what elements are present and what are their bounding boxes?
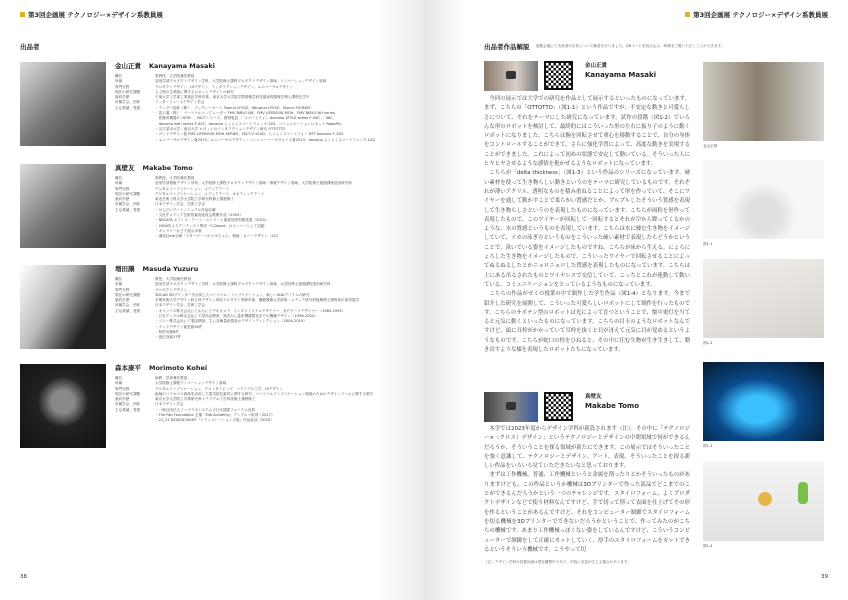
profile-row xyxy=(115,408,415,424)
field-value: 大学院修士課程イノベーションデザイン領域 xyxy=(155,381,227,386)
profile-row xyxy=(115,208,415,240)
name-en: Kanayama Masaki xyxy=(149,62,215,70)
name-ja: 増田譲 xyxy=(115,265,135,273)
figure-1-4 xyxy=(703,462,824,549)
field-value: 准教授、大学院兼任教員 xyxy=(155,74,195,78)
field-label: 所属学会、団体 xyxy=(115,303,141,308)
work-author-makabe xyxy=(585,393,639,411)
field-label: 最終学歴 xyxy=(115,95,130,100)
field-value: ・オリンパス株式会社にておもにビデオカメラ、インダストリアルデザイナー、またチーフデザイナー（1985-1995） ・日本アップル株式会社にて試作品開発、発売から量産機器製造までの機種デザイン（1996-2004） ・ソニー株式会社にて製品開発、主に各種量産製品のデザインディレクション（2004-2010） ・グッドデザイン賞受賞28件 ・特許出願8件 ・意匠登録17件 xyxy=(155,308,346,340)
field-value: 造形学部プロダクトデザイン学科、大学院修士課程プロダクトデザイン領域、イノベーションデザイン領域 xyxy=(155,79,327,84)
field-value: 教授、大学院兼任教員 xyxy=(155,277,191,281)
paragraph: 本学では2023年度からデザイン学科が新設されます（注）。その中に「テクノロジー×（クロス）デザイン」というテクノロジーとデザインの中間領域で何ができるんだろうか、そういうことを探る領域が新たにできます。この展示ではそういったことを強く意識して、テクノロジーとデザイン、アート、表現、そういったことを探る新しい作品をいろいろ見ていただきたいなと思っております。 xyxy=(484,426,690,470)
field-label: 現在の研究課題 xyxy=(115,391,141,396)
work-description-kanayama xyxy=(484,95,690,355)
field-value: デジタルファブリケーション、プロトタイピング、マテリアル工学、UIデザイン xyxy=(155,386,283,391)
field-label: 職位 xyxy=(115,376,123,380)
right-page xyxy=(424,0,848,600)
field-label: 専門分野 xyxy=(115,386,130,391)
field-label: 主な業績、受賞 xyxy=(115,207,141,212)
field-value: 准教授、大学院兼任教員 xyxy=(155,176,195,180)
profile-row xyxy=(115,309,415,341)
caption: 図1-1 xyxy=(703,242,713,246)
field-label: 最終学歴 xyxy=(115,298,130,303)
field-label: 職位 xyxy=(115,74,123,78)
profile xyxy=(115,61,415,143)
field-label: 所属 xyxy=(115,381,123,386)
field-value: デジタルファブリケーション、メディアアート xyxy=(155,186,230,191)
profile-row xyxy=(115,106,415,143)
field-label: 主な業績、受賞 xyxy=(115,105,141,110)
section-title: 出品者作品解説 xyxy=(484,43,530,51)
author-name-en: Kanayama Masaki xyxy=(585,71,657,79)
field-label: 所属学会、団体 xyxy=(115,100,141,105)
figure-1-3 xyxy=(703,362,824,449)
field-label: 職位 xyxy=(115,176,123,180)
qr-code-makabe xyxy=(544,392,573,421)
field-value: 人工物の生命感に関するロボットデザインの研究 xyxy=(155,89,234,94)
name-ja: 金山正貴 xyxy=(115,62,141,70)
field-value: 日本デザイン学会 xyxy=(155,402,184,407)
page-number: 38 xyxy=(20,574,27,580)
field-value: プロダクトデザイン、UIデザイン、インタラクションデザイン、ユニバーサルデザイン xyxy=(155,84,293,89)
section-title: 出品者 xyxy=(20,43,40,51)
portrait-makabe xyxy=(20,164,106,248)
field-value: 多摩美術大学デザイン科立体デザイン専攻プロダクト専修卒業、慶應義塾大学政策・メディア研究科後期博士課程単位取得退学 xyxy=(155,298,360,303)
video-thumbnail-kanayama[interactable] xyxy=(484,61,538,91)
field-value: 助教、学部兼任教員 xyxy=(155,376,188,380)
field-label: 現在の研究課題 xyxy=(115,292,141,297)
header-title: 第3回企画展 テクノロジー×デザイン系教員展 xyxy=(28,11,163,19)
field-value: デジタルファブリケーション、メディアアート、キネティックアート xyxy=(155,191,265,196)
name-en: Makabe Tomo xyxy=(142,164,193,172)
caption: 図1-4 xyxy=(703,544,713,548)
profile xyxy=(115,163,415,240)
field-label: 最終学歴 xyxy=(115,397,130,402)
field-label: 現在の研究課題 xyxy=(115,89,141,94)
field-label: 主な業績、受賞 xyxy=(115,407,141,412)
caption: 図1-2 xyxy=(703,341,713,345)
portrait-kanayama xyxy=(20,62,106,146)
portrait-masuda xyxy=(20,265,106,349)
header-title: 第3回企画展 テクノロジー×デザイン系教員展 xyxy=(693,11,828,19)
field-label: 現在の研究課題 xyxy=(115,191,141,196)
header-marker-icon xyxy=(20,12,25,17)
figure-1-2 xyxy=(703,259,824,346)
field-value: 東京大学大学院工学系研究科マテリアル工学専攻修士課程修了 xyxy=(155,397,256,402)
field-value: 造形学部プロダクトデザイン学科、大学院修士課程プロダクトデザイン領域、大学院博士後期課程造形研究科 xyxy=(155,282,331,287)
work-author-kanayama xyxy=(585,62,656,80)
field-label: 主な業績、受賞 xyxy=(115,308,141,313)
field-label: 所属学会、団体 xyxy=(115,202,141,207)
running-header xyxy=(685,10,828,19)
author-name-en: Makabe Tomo xyxy=(585,402,640,410)
field-value: 千葉大学工学部工業意匠学科卒業、東京大学大学院学際情報学府先端表現情報学博士課程在学中 xyxy=(155,95,310,100)
caption: 図1-3 xyxy=(703,444,713,448)
page-number: 39 xyxy=(821,574,828,580)
field-value: ・一般社団法人ファブラボシステムズ日本国際フォーラム出展 ・The Fab Foundation 主催「Fab Academy」ディプロマ取得（2017） ・21_21 DESIGN SIGHT「トランスレーションズ展」作品参加（2020） xyxy=(155,407,275,423)
figure-portrait xyxy=(703,62,824,149)
section-note: 展覧会場にて出品者が自作について解説を行いました。QRコードを読み込み、映像をご覧いただくことができます。 xyxy=(536,44,725,48)
field-value: 日本デザイン学会、芸術工学会 xyxy=(155,303,206,308)
field-label: 職位 xyxy=(115,277,123,281)
name-en: Masuda Yuzuru xyxy=(142,265,199,273)
field-value: ・テンプー技術（株）：ブックレーポート Toprun LF05Z、Wingrun LF03Z、Toprun FX0M9Z ・富士通（株）：パーソナルコンピューター FMV BIBLO NB、FMV LIFEBOOK MGH、FMV BIBLO NH series、 医療用機器3（ATM）、FACTシリーズ、携帯電話 ／ スマートフォン docomo STYLE series F-04C ／ 06C、 docomo with series F-02C、docomo らくらくスマートフォン F-12D、コミュニケーションロボット RoboPin、 ・名古屋市大学・東京大学 ロボットのインタラクションデザイン研究 OTTOTTO ・グッドデザイン賞 FMV LIFEBOOK MGH-SERIES、FACT-V X10D、らくらくスマートフォン NTT docomo F-12D ・ユニバーサルデザイン賞2013／ユニバーサルデザイン・コンシューマーズヴォイス賞2013：docomo らくらくスマートフォン F-12D xyxy=(155,105,375,142)
header-marker-icon xyxy=(685,12,690,17)
footnote: （注）デザイン学科の設置計画は現在構想中であり、内容に変更が生じる場合があります。 xyxy=(484,560,631,564)
play-icon xyxy=(506,402,516,410)
caption: 金山正貴 xyxy=(703,144,718,148)
author-name-ja: 金山正貴 xyxy=(585,63,608,69)
field-label: 所属 xyxy=(115,79,123,84)
paragraph: まずは工作機械。普通、工作機械というと金属を削ったりとかそういったものがありますけども、この作品というか機械は3Dプリンターで作った部品でどこまでのことができるんだろうかという一つのチャレンジです。スタイロフォーム、よくプロダクトデザインなどで使う材料なんですけど、手で切って削って表面を仕上げてその形を作るということがあるんですけど、それをコンピューター制御でスタイロフォームを切る機械を3Dプリンターでできないだろうかということで、作ってみたのがこちらの機械です。あまり工作機械っぽくない姿をしているんですけど、こういうコンピューターで制御をして正確にカットしていく、厚手のスタイロフォームをカットできるというそういう機械です。こうやって切 xyxy=(484,472,690,553)
name-en: Morimoto Kohei xyxy=(149,364,208,372)
field-value: 日本デザイン学会、芸術工学会 xyxy=(155,202,206,207)
field-label: 専門分野 xyxy=(115,186,130,191)
field-value: 東北芸術工科大学大学院工学研究科修士課程修了 xyxy=(155,197,235,202)
figure-1-1 xyxy=(703,160,824,247)
portrait-morimoto xyxy=(20,364,106,448)
field-label: 所属 xyxy=(115,282,123,287)
field-label: 専門分野 xyxy=(115,84,130,89)
profile-name xyxy=(115,363,415,372)
play-icon xyxy=(506,71,516,79)
video-thumbnail-makabe[interactable] xyxy=(484,392,538,422)
field-label: 最終学歴 xyxy=(115,197,130,202)
paragraph: こちらが「delta thickness」（図1-3）という作品のシリーズになっています。硬い素材を使って生き物らしい動きというのをテーマに研究しているものです。それぞれが薄いアクリル、透明なものを積み重ねることによって形を作っていて、そこにワイヤーを通して動かすことで柔らかい質感だとか、プルプルしたそういう質感を表現して生き物らしさというのを表現したものになっています。こちらが雨粒を形作って表現したもので、このワイヤーが回転して一回転するとそれが空から降ってくるかのような、水の質感というものを表現しています。こちらは水に棲む生き物をイメージしていて、イカの泳ぎ方というものをこういった硬い素材で表現したらどうかということで、泳いでいる姿をイメージしたものですね。こちらが床から生える、にょろにょろした生き物をイメージしたもので、こういったワイヤーで回転させることによってぬるぬるしたとかニョロニョロした質感を表現したものになっています。こちらは上にある吊るされたものとワイヤレスで交信していて、こっちとこれが連動して動いている、コミュニケーションをとっているようなものになっています。 xyxy=(484,170,690,288)
profile-name xyxy=(115,61,415,70)
field-value: 地域のバイオマス資源を活用した電気抵抗素材に関する研究、パーソナルファブリケーション環境のためのデザインツールに関する研究 xyxy=(155,391,374,396)
work-description-makabe xyxy=(484,425,690,555)
author-name-ja: 真壁友 xyxy=(585,394,602,400)
field-label: 専門分野 xyxy=(115,287,130,292)
name-ja: 森本康平 xyxy=(115,364,141,372)
field-value: ・せんだいアートノミュアル作品収蔵 ・文化庁メディア芸術祭審査委員会推薦作品（2005） ・NIIGATA オフィス・アート・ストリート審査員特別賞受賞（2010） ・2006年よりアーティスト集団「C-Depot」のメンバーとして活動 ・ギャラリーなどで展示多数 ・講談社ele文庫「スターゲートのマキちゃん」挿画、カバーデザイン（CG） xyxy=(155,207,281,239)
field-value: 3DCAD 3Dプリンターを活用したパーソナル・ファブリケーション、新しいSDAデバイスの研究 xyxy=(155,292,310,297)
field-value: インターフェースデザイン学会 xyxy=(155,100,205,105)
paragraph: こちらの作品がゼミの授業の中で制作した学生作品（図1-4）となります。今まで紹介した研究を展開して、こういった可愛らしいロボットにして制作を行ったものです。こちらのサボテン型のロボットは光によって育つということで、懐中電灯を当てると元気に動くといったものになっています。こちらの目玉のようなロボットなんですけど、頭に耳栓がかかっていて耳栓を抜くと目が冴えて元気に目が覚めるというようなものです。こちらが蛇口の栓をひねると、その中に住む生物が生き生きして、動き出すような様を表現したロボットたちになっています。 xyxy=(484,291,690,354)
profile-name xyxy=(115,163,415,172)
running-header xyxy=(20,10,163,19)
name-ja: 真壁友 xyxy=(115,164,135,172)
qr-code-kanayama xyxy=(544,61,573,90)
field-label: 所属 xyxy=(115,181,123,186)
field-value: 造形学部情報デザイン学科、大学院修士課程プロダクトデザイン領域・情報デザイン領域、大学院博士後期課程造形研究科 xyxy=(155,181,352,186)
profile xyxy=(115,363,415,424)
field-value: プロダクトデザイン xyxy=(155,287,188,292)
profile xyxy=(115,264,415,341)
field-label: 所属学会、団体 xyxy=(115,402,141,407)
profile-name xyxy=(115,264,415,273)
paragraph: 今回の展示では大学での研究を作品として展示するといったものになっています。まず、こちらの「OTTOTTO」（図1-1）という作品ですが、不安定な動きと可愛らしさについて、それをテーマにした研究になっています。試作の段階（図1-2）でいろんな形のロボットを検討して、最終的にはこういった形の左右に振り子のように動くロボットになりました。こちらは腕を回転させて重心を移動することで、自分の身体をコントロールすることができて、さらに強化学習によって、高度な動きを実現することができました。これによって初めの状態で安定して動いている。そういった人にヒヤヒヤさせるような感情を抱かせるようなロボットになっています。 xyxy=(484,96,690,168)
